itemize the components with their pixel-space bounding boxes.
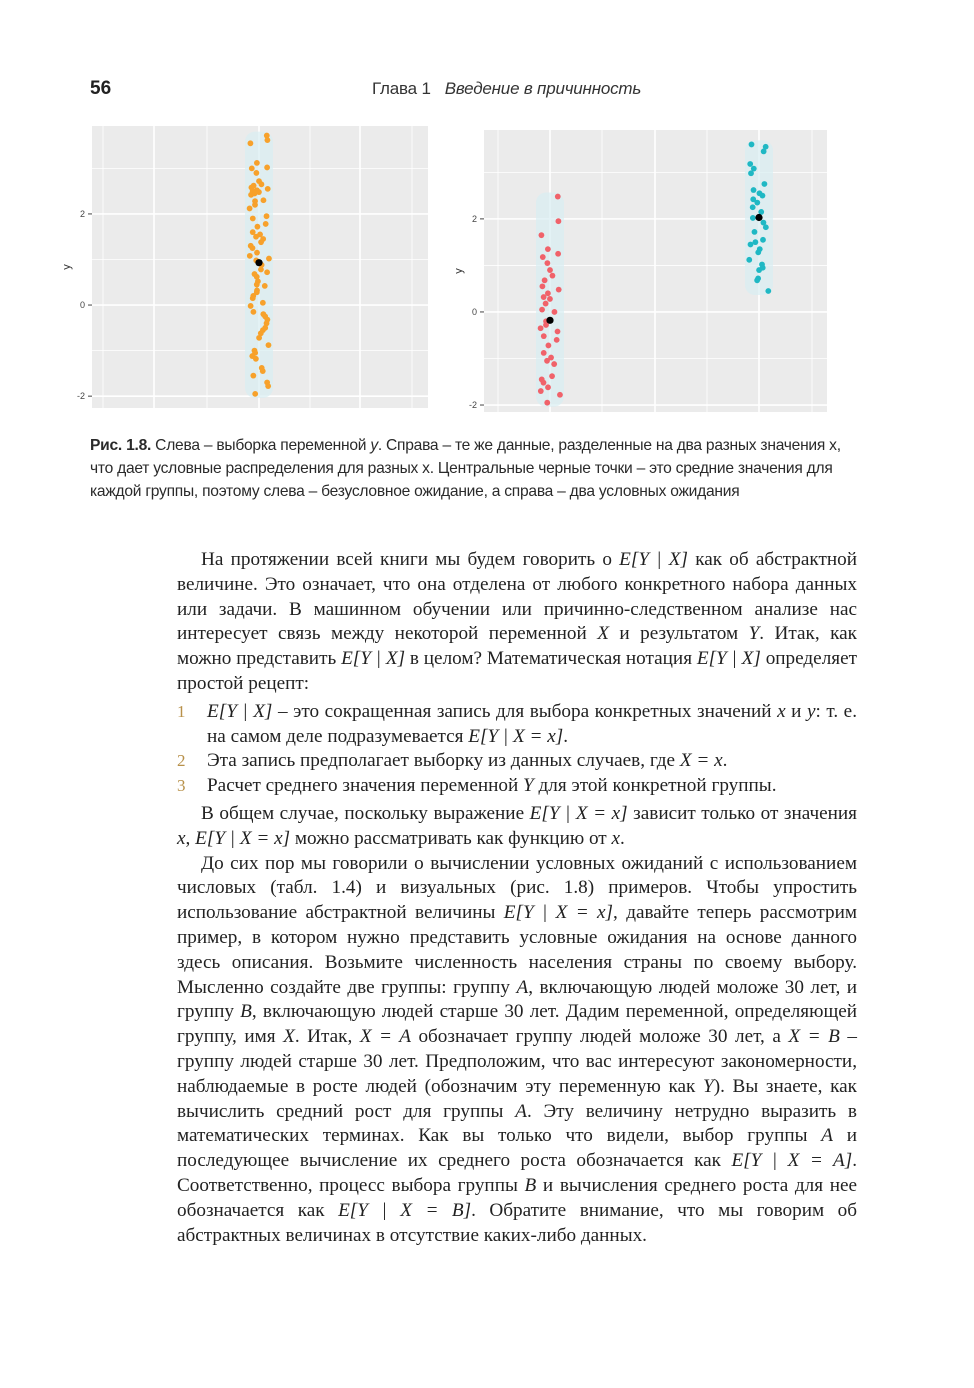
data-point [763, 224, 769, 230]
data-point [754, 200, 760, 206]
data-point [752, 229, 758, 235]
y-tick-label: -2 [76, 391, 85, 402]
math-expression: E[Y | X] [696, 648, 761, 670]
data-point [538, 388, 544, 394]
data-point [265, 186, 271, 192]
data-point [552, 309, 558, 315]
data-point [255, 224, 261, 230]
data-point [547, 296, 553, 302]
data-point [541, 294, 547, 300]
mean-point [546, 317, 553, 324]
data-point [556, 287, 562, 293]
data-point [747, 161, 753, 167]
data-point [761, 149, 767, 155]
math-expression: Y [523, 775, 534, 797]
data-point [760, 237, 766, 243]
data-point [551, 361, 557, 367]
text-run: Эта запись предполагает выборку из данных случаев, где [207, 750, 680, 772]
figure-label: Рис. 1.8. [90, 437, 152, 454]
math-expression: E[Y | X = x] [468, 725, 564, 747]
series-group_1 [536, 193, 564, 407]
y-tick-label: 2 [471, 213, 477, 224]
text-run: Расчет среднего значения переменной [207, 775, 524, 797]
data-point [549, 373, 555, 379]
math-expression: A [515, 1100, 527, 1122]
text-run: и вычисления среднего роста для нее обозначается как [177, 1174, 857, 1221]
text-run: в целом? Математическая нотация [405, 648, 697, 670]
data-point [250, 216, 256, 222]
list-item-text [207, 775, 777, 796]
y-tick-label: -2 [468, 400, 477, 411]
text-run: В общем случае, поскольку выражение [201, 802, 530, 824]
data-point [751, 187, 757, 193]
plot-svg [62, 126, 428, 414]
y-tick-label: 0 [79, 300, 85, 311]
data-point [258, 267, 264, 273]
data-point [547, 267, 553, 273]
math-expression: x [177, 827, 186, 849]
scatter-plot-conditional [453, 130, 827, 418]
math-expression: X = A [359, 1026, 411, 1048]
text-run: , включающую людей моложе 30 лет, и группу [177, 976, 857, 1023]
math-expression: E[Y | X = x] [195, 827, 291, 849]
y-tick-label: 2 [79, 208, 85, 219]
body-text [177, 548, 857, 1248]
text-run: . [620, 827, 625, 849]
data-point [539, 307, 545, 313]
data-point [750, 204, 756, 210]
list-item [177, 749, 857, 774]
data-point [261, 197, 267, 203]
text-run: : т. е. на самом деле подразумевается [207, 700, 857, 747]
math-expression: A [516, 976, 529, 998]
math-expression: x [611, 827, 621, 849]
data-point [251, 309, 257, 315]
data-point [264, 213, 270, 219]
math-expression: E[Y | X = A] [731, 1150, 853, 1172]
math-expression: X = x [679, 750, 723, 772]
math-expression: E[Y | X] [207, 700, 273, 722]
data-point [259, 181, 265, 187]
math-expression: E[Y | X = x] [529, 802, 628, 824]
text-run: . [722, 750, 728, 772]
math-expression: A [821, 1125, 833, 1147]
data-point [544, 260, 550, 266]
data-point [263, 221, 269, 227]
list-number: 3 [177, 776, 186, 796]
paragraph-2 [177, 802, 857, 852]
data-point [555, 329, 561, 335]
data-point [755, 249, 761, 255]
text-run: и результатом [608, 623, 749, 645]
math-expression: B [240, 1001, 252, 1023]
data-point [250, 245, 256, 251]
paragraph-1 [177, 548, 857, 697]
chapter-title: Введение в причинность [444, 79, 642, 98]
data-point [538, 325, 544, 331]
data-point [253, 170, 259, 176]
text-run: и последующее вычисление их среднего роста обозначается как [177, 1125, 857, 1172]
data-point [541, 350, 547, 356]
data-point [252, 202, 258, 208]
data-point [252, 391, 258, 397]
math-expression: Y [748, 623, 760, 645]
data-point [248, 140, 254, 146]
math-expression: E[Y | X] [341, 648, 406, 670]
data-point [545, 246, 551, 252]
data-point [541, 333, 547, 339]
data-point [265, 383, 271, 389]
text-run: , давайте теперь рассмотрим пример, в котором нужно представить условные ожидания на основе данного здесь описания. Возьмите численность населения страны по своему выбору. Мысленно создайте две группы: группу [177, 902, 857, 998]
paragraph-3 [177, 852, 857, 1249]
data-point [756, 267, 762, 273]
data-point [762, 181, 768, 187]
text-run: зависит только от значения [627, 802, 857, 824]
plot-svg [454, 130, 827, 418]
mean-point [755, 214, 762, 221]
data-point [545, 384, 551, 390]
y-tick-label: 0 [471, 306, 477, 317]
data-point [254, 250, 260, 256]
y-axis-label: y [61, 264, 73, 270]
data-point [248, 303, 254, 309]
figure-caption [90, 434, 860, 503]
data-point [256, 335, 262, 341]
text-run: как об абстрактной величине. Это означает, что она отделена от любого конкретного набора данных или задачи. В машинном обучении или причинно-следственном анализе нас интересует связь между некоторой переменной [177, 549, 857, 645]
chapter-label: Глава 1 [372, 79, 431, 98]
data-point [260, 368, 266, 374]
mean-point [255, 259, 262, 266]
data-point [260, 300, 266, 306]
data-point [254, 160, 260, 166]
data-point [544, 358, 550, 364]
data-point [544, 400, 550, 406]
data-point [540, 283, 546, 289]
data-point [264, 165, 270, 171]
data-point [264, 137, 270, 143]
text-run: До сих пор мы говорили о вычислении условных ожиданий с использованием числовых (табл. 1.4) и визуальных (рис. 1.8) примеров. Чтобы упростить использование абстрактной величины [177, 852, 857, 924]
text-run: , включающую людей старше 30 лет. Дадим переменной, определяющей группу, имя [177, 1001, 857, 1048]
data-point [539, 232, 545, 238]
data-point [748, 170, 754, 176]
data-point [748, 242, 754, 248]
text-run: ). Вы знаете, как вычислить средний рост для группы [177, 1075, 857, 1122]
page-number: 56 [90, 78, 112, 99]
data-point [253, 356, 259, 362]
text-run: . Соответственно, процесс выбора группы [177, 1150, 857, 1196]
math-expression: B [524, 1174, 537, 1196]
data-point [546, 343, 552, 349]
data-point [543, 301, 549, 307]
data-point [266, 256, 272, 262]
data-point [248, 192, 254, 198]
data-point [555, 251, 561, 257]
text-run: – группу людей старше 30 лет. Предположим, что вас интересуют закономерности, наблюдаемые в росте людей (обозначим эту переменную как [177, 1026, 857, 1097]
list-item [177, 774, 857, 799]
text-run: . Итак, как можно представить [177, 623, 858, 670]
data-point [760, 193, 766, 199]
text-run: обозначает группу людей моложе 30 лет, а [410, 1026, 789, 1048]
text-run: . Эту величину нетрудно выразить в математических терминах. Как вы только что видели, выбор группы [177, 1100, 857, 1147]
data-point [555, 218, 561, 224]
data-point [262, 283, 268, 289]
data-point [542, 277, 548, 283]
text-run: и [785, 700, 807, 722]
data-point [750, 215, 756, 221]
list-number: 1 [177, 701, 186, 721]
list-item-text [207, 750, 727, 771]
data-point [746, 257, 752, 263]
data-point [250, 373, 256, 379]
list-item-text [207, 701, 857, 747]
y-axis-label: y [453, 268, 465, 274]
data-point [266, 342, 272, 348]
data-point [249, 165, 255, 171]
running-head [372, 79, 641, 99]
data-point [250, 295, 256, 301]
text-run: определяет простой рецепт: [177, 648, 857, 694]
math-expression: E[Y | X = x] [503, 902, 614, 924]
recipe-list [177, 700, 857, 799]
data-point [247, 253, 253, 259]
math-expression: y [807, 700, 816, 722]
list-number: 2 [177, 751, 186, 771]
data-point [247, 206, 253, 212]
caption-text-2: . Справа – те же данные, разделенные на два разных значения x, что дает условные распределения для разных x. Центральные черные точки – это средние значения для каждой группы, поэтому слева – безусловное ожидание, а справа – два условных ожидания [90, 437, 841, 500]
data-point [754, 277, 760, 283]
math-expression: E[Y | X = B] [338, 1199, 472, 1221]
data-point [540, 254, 546, 260]
text-run: На протяжении всей книги мы будем говорить о [201, 549, 620, 570]
data-point [258, 239, 264, 245]
data-point [554, 337, 560, 343]
caption-text-1: Слева – выборка переменной [151, 437, 371, 454]
text-run: , [185, 827, 196, 849]
math-expression: x [777, 700, 786, 722]
data-point [541, 380, 547, 386]
data-point [550, 273, 556, 279]
math-expression: X [283, 1026, 295, 1048]
caption-var: y [370, 437, 378, 454]
math-expression: Y [703, 1075, 714, 1097]
text-run: – это сокращенная запись для выбора конкретных значений [272, 700, 778, 722]
text-run: . Обратите внимание, что мы говорим об абстрактных величинах в отсутствие каких-либо данных. [177, 1199, 857, 1246]
data-point [765, 288, 771, 294]
math-expression: E[Y | X] [619, 549, 688, 570]
list-item [177, 700, 857, 750]
data-point [557, 392, 563, 398]
text-run: . [563, 725, 569, 747]
text-run: для этой конкретной группы. [533, 775, 777, 797]
data-point [555, 194, 561, 200]
data-point [254, 282, 260, 288]
data-point [253, 234, 259, 240]
scatter-plot-unconditional [61, 126, 428, 414]
text-run: можно рассматривать как функцию от [290, 827, 612, 849]
data-point [749, 142, 755, 148]
math-expression: X [597, 623, 609, 645]
text-run: . Итак, [294, 1026, 360, 1048]
math-expression: X = B [788, 1026, 840, 1048]
data-point [264, 269, 270, 275]
